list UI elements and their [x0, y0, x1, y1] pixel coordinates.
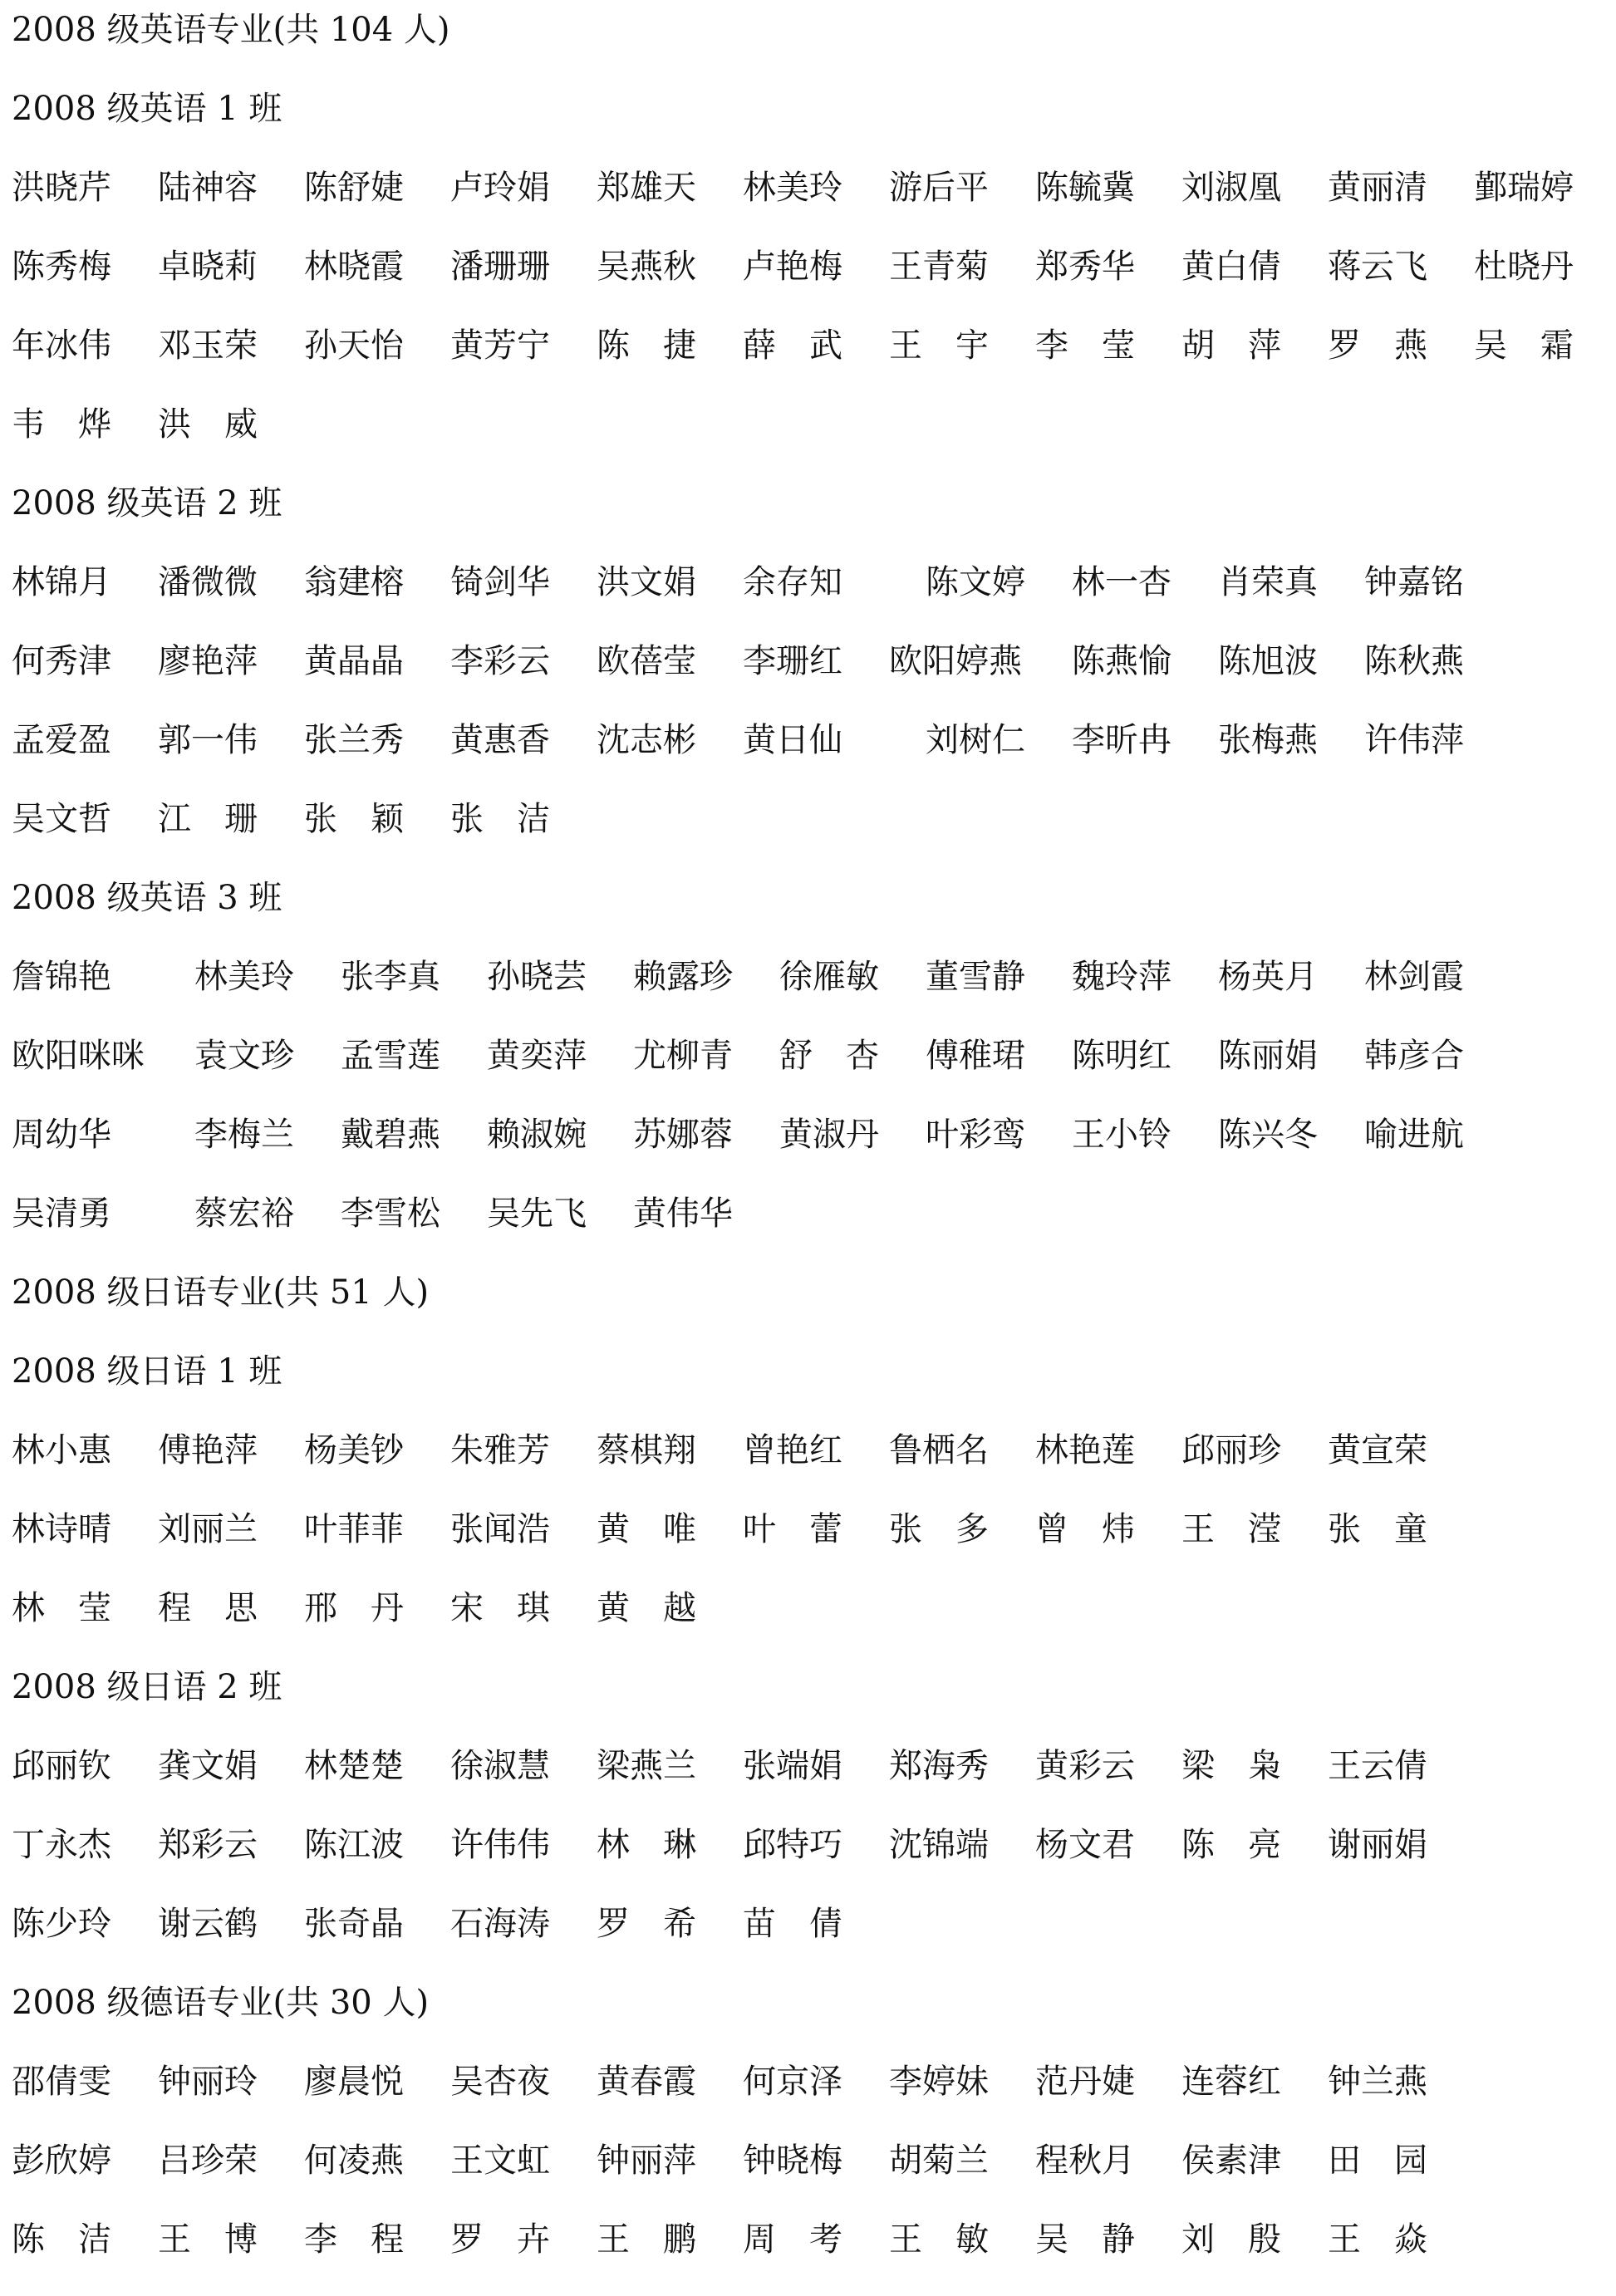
student-name: 李昕冉	[1072, 721, 1171, 759]
student-name: 卢艳梅	[743, 248, 842, 286]
student-name: 林小惠	[12, 1431, 111, 1469]
student-name: 钟晓梅	[743, 2141, 842, 2180]
student-name: 梁 枭	[1181, 1747, 1281, 1785]
student-name: 杨文君	[1035, 1826, 1135, 1864]
student-name: 邱丽珍	[1181, 1431, 1281, 1469]
student-name: 邱特巧	[743, 1826, 842, 1864]
section-heading-english: 2008 级英语专业(共 104 人)	[12, 11, 450, 49]
student-name: 江 珊	[158, 800, 258, 838]
student-name: 李珊红	[743, 642, 842, 680]
student-name: 黄惠香	[450, 721, 550, 759]
student-name: 董雪静	[926, 958, 1025, 996]
student-name: 孙天怡	[304, 326, 404, 365]
student-name: 王青菊	[889, 248, 989, 286]
student-name: 张李真	[341, 958, 440, 996]
student-name: 何秀津	[12, 642, 111, 680]
student-name: 叶 蕾	[743, 1510, 842, 1548]
student-name: 黄丽清	[1328, 169, 1427, 207]
student-name: 邱丽钦	[12, 1747, 111, 1785]
student-name: 韦 烨	[12, 405, 111, 444]
student-name: 罗 卉	[450, 2220, 550, 2259]
class-title-japanese-1: 2008 级日语 1 班	[12, 1352, 282, 1391]
student-name: 罗 希	[597, 1905, 696, 1943]
student-name: 张 颖	[304, 800, 404, 838]
class-title-english-2: 2008 级英语 2 班	[12, 484, 282, 522]
student-name: 黄 唯	[597, 1510, 696, 1548]
student-name: 郑秀华	[1035, 248, 1135, 286]
student-name: 王 滢	[1181, 1510, 1281, 1548]
student-name: 黄白倩	[1181, 248, 1281, 286]
student-name: 潘微微	[158, 563, 258, 601]
student-name: 钟嘉铭	[1364, 563, 1464, 601]
student-name: 许伟伟	[450, 1826, 550, 1864]
student-name: 邢 丹	[304, 1589, 404, 1627]
student-name: 徐雁敏	[779, 958, 879, 996]
student-name: 田 园	[1328, 2141, 1427, 2180]
student-name: 叶彩鸾	[926, 1116, 1025, 1154]
student-name: 陈 亮	[1181, 1826, 1281, 1864]
student-name: 喻进航	[1364, 1116, 1464, 1154]
student-name: 连蓉红	[1181, 2063, 1281, 2101]
student-name: 肖荣真	[1218, 563, 1318, 601]
student-name: 吴杏夜	[450, 2063, 550, 2101]
student-name: 林一杏	[1072, 563, 1171, 601]
student-name: 欧阳咪咪	[12, 1037, 145, 1075]
student-name: 王文虹	[450, 2141, 550, 2180]
student-name: 陈毓冀	[1035, 169, 1135, 207]
student-name: 黄春霞	[597, 2063, 696, 2101]
student-name: 杨美钞	[304, 1431, 404, 1469]
student-name: 吴 霜	[1474, 326, 1574, 365]
student-name: 吕珍荣	[158, 2141, 258, 2180]
student-name: 詹锦艳	[12, 958, 111, 996]
student-name: 谢丽娟	[1328, 1826, 1427, 1864]
student-name: 程 思	[158, 1589, 258, 1627]
student-name: 范丹婕	[1035, 2063, 1135, 2101]
student-name: 陈丽娟	[1218, 1037, 1318, 1075]
student-name: 张 洁	[450, 800, 550, 838]
student-name: 黄日仙	[743, 721, 842, 759]
student-name: 林楚楚	[304, 1747, 404, 1785]
student-name: 吴先飞	[487, 1195, 587, 1233]
student-name: 张端娟	[743, 1747, 842, 1785]
student-name: 张兰秀	[304, 721, 404, 759]
student-name: 宋 琪	[450, 1589, 550, 1627]
student-name: 孟雪莲	[341, 1037, 440, 1075]
student-name: 杨英月	[1218, 958, 1318, 996]
student-name: 李雪松	[341, 1195, 440, 1233]
student-name: 黄彩云	[1035, 1747, 1135, 1785]
student-name: 陈 洁	[12, 2220, 111, 2259]
student-name: 沈志彬	[597, 721, 696, 759]
student-name: 刘 殷	[1181, 2220, 1281, 2259]
class-title-english-1: 2008 级英语 1 班	[12, 90, 282, 128]
student-name: 蔡棋翔	[597, 1431, 696, 1469]
student-name: 陈明红	[1072, 1037, 1171, 1075]
student-name: 林诗晴	[12, 1510, 111, 1548]
student-name: 李 莹	[1035, 326, 1135, 365]
student-name: 余存知	[743, 563, 842, 601]
student-name: 叶菲菲	[304, 1510, 404, 1548]
student-name: 周 考	[743, 2220, 842, 2259]
student-name: 孟爱盈	[12, 721, 111, 759]
student-name: 魏玲萍	[1072, 958, 1171, 996]
student-name: 廖艳萍	[158, 642, 258, 680]
section-heading-japanese: 2008 级日语专业(共 51 人)	[12, 1273, 430, 1312]
student-name: 林 莹	[12, 1589, 111, 1627]
student-name: 钟丽萍	[597, 2141, 696, 2180]
student-name: 蒋云飞	[1328, 248, 1427, 286]
student-name: 吴燕秋	[597, 248, 696, 286]
student-name: 年冰伟	[12, 326, 111, 365]
student-name: 杜晓丹	[1474, 248, 1574, 286]
student-name: 郑雄天	[597, 169, 696, 207]
student-name: 周幼华	[12, 1116, 111, 1154]
student-name: 陈文婷	[926, 563, 1025, 601]
student-name: 苏娜蓉	[633, 1116, 733, 1154]
student-name: 李彩云	[450, 642, 550, 680]
student-name: 卢玲娟	[450, 169, 550, 207]
student-name: 石海涛	[450, 1905, 550, 1943]
student-name: 王 鹏	[597, 2220, 696, 2259]
student-name: 侯素津	[1181, 2141, 1281, 2180]
student-name: 傅艳萍	[158, 1431, 258, 1469]
student-name: 薛 武	[743, 326, 842, 365]
student-name: 王 博	[158, 2220, 258, 2259]
student-name: 黄晶晶	[304, 642, 404, 680]
student-name: 沈锦端	[889, 1826, 989, 1864]
student-name: 郑彩云	[158, 1826, 258, 1864]
student-name: 胡 萍	[1181, 326, 1281, 365]
student-name: 林美玲	[194, 958, 294, 996]
student-name: 徐淑慧	[450, 1747, 550, 1785]
student-name: 刘淑凰	[1181, 169, 1281, 207]
student-name: 张 多	[889, 1510, 989, 1548]
student-name: 王小铃	[1072, 1116, 1171, 1154]
student-name: 黄 越	[597, 1589, 696, 1627]
student-name: 王 焱	[1328, 2220, 1427, 2259]
student-name: 钟丽玲	[158, 2063, 258, 2101]
student-name: 龚文娟	[158, 1747, 258, 1785]
student-name: 曾艳红	[743, 1431, 842, 1469]
student-name: 陈少玲	[12, 1905, 111, 1943]
student-name: 王云倩	[1328, 1747, 1427, 1785]
student-name: 廖晨悦	[304, 2063, 404, 2101]
student-name: 鄞瑞婷	[1474, 169, 1574, 207]
student-name: 王 宇	[889, 326, 989, 365]
student-name: 丁永杰	[12, 1826, 111, 1864]
student-name: 舒 杏	[779, 1037, 879, 1075]
student-name: 傅稚珺	[926, 1037, 1025, 1075]
student-name: 钟兰燕	[1328, 2063, 1427, 2101]
student-name: 孙晓芸	[487, 958, 587, 996]
student-name: 郑海秀	[889, 1747, 989, 1785]
student-name: 蔡宏裕	[194, 1195, 294, 1233]
student-name: 林艳莲	[1035, 1431, 1135, 1469]
student-name: 李 程	[304, 2220, 404, 2259]
student-name: 张 童	[1328, 1510, 1427, 1548]
student-name: 刘树仁	[926, 721, 1025, 759]
student-name: 黄奕萍	[487, 1037, 587, 1075]
student-name: 欧阳婷燕	[889, 642, 1022, 680]
student-name: 尤柳青	[633, 1037, 733, 1075]
student-name: 赖露珍	[633, 958, 733, 996]
student-name: 林 琳	[597, 1826, 696, 1864]
student-name: 彭欣婷	[12, 2141, 111, 2180]
student-name: 陈江波	[304, 1826, 404, 1864]
class-title-japanese-2: 2008 级日语 2 班	[12, 1668, 282, 1706]
student-name: 罗 燕	[1328, 326, 1427, 365]
student-name: 李梅兰	[194, 1116, 294, 1154]
student-name: 邓玉荣	[158, 326, 258, 365]
student-name: 吴清勇	[12, 1195, 111, 1233]
student-name: 陆神容	[158, 169, 258, 207]
student-name: 何凌燕	[304, 2141, 404, 2180]
student-name: 陈旭波	[1218, 642, 1318, 680]
student-name: 林剑霞	[1364, 958, 1464, 996]
student-name: 何京泽	[743, 2063, 842, 2101]
student-name: 谢云鹤	[158, 1905, 258, 1943]
student-name: 林锦月	[12, 563, 111, 601]
student-name: 王 敏	[889, 2220, 989, 2259]
student-name: 陈燕愉	[1072, 642, 1171, 680]
student-name: 洪文娟	[597, 563, 696, 601]
student-name: 张梅燕	[1218, 721, 1318, 759]
student-name: 郭一伟	[158, 721, 258, 759]
student-name: 曾 炜	[1035, 1510, 1135, 1548]
class-title-english-3: 2008 级英语 3 班	[12, 879, 282, 917]
student-name: 锜剑华	[450, 563, 550, 601]
student-name: 黄伟华	[633, 1195, 733, 1233]
student-name: 翁建榕	[304, 563, 404, 601]
student-name: 林晓霞	[304, 248, 404, 286]
student-name: 赖淑婉	[487, 1116, 587, 1154]
student-name: 陈舒婕	[304, 169, 404, 207]
student-name: 卓晓莉	[158, 248, 258, 286]
student-name: 游后平	[889, 169, 989, 207]
student-name: 张奇晶	[304, 1905, 404, 1943]
student-name: 林美玲	[743, 169, 842, 207]
student-name: 欧蓓莹	[597, 642, 696, 680]
student-name: 刘丽兰	[158, 1510, 258, 1548]
student-name: 吴文哲	[12, 800, 111, 838]
student-name: 陈秀梅	[12, 248, 111, 286]
student-name: 陈秋燕	[1364, 642, 1464, 680]
student-name: 苗 倩	[743, 1905, 842, 1943]
student-name: 张闻浩	[450, 1510, 550, 1548]
student-name: 黄淑丹	[779, 1116, 879, 1154]
student-name: 鲁栖名	[889, 1431, 989, 1469]
student-name: 戴碧燕	[341, 1116, 440, 1154]
student-name: 陈 捷	[597, 326, 696, 365]
student-name: 李婷妹	[889, 2063, 989, 2101]
student-name: 黄宣荣	[1328, 1431, 1427, 1469]
student-name: 许伟萍	[1364, 721, 1464, 759]
student-name: 黄芳宁	[450, 326, 550, 365]
student-name: 陈兴冬	[1218, 1116, 1318, 1154]
section-heading-german: 2008 级德语专业(共 30 人)	[12, 1984, 430, 2022]
student-name: 邵倩雯	[12, 2063, 111, 2101]
student-name: 潘珊珊	[450, 248, 550, 286]
student-name: 程秋月	[1035, 2141, 1135, 2180]
student-name: 朱雅芳	[450, 1431, 550, 1469]
student-name: 胡菊兰	[889, 2141, 989, 2180]
student-name: 吴 静	[1035, 2220, 1135, 2259]
student-name: 洪 威	[158, 405, 258, 444]
student-name: 韩彦合	[1364, 1037, 1464, 1075]
student-name: 洪晓芹	[12, 169, 111, 207]
student-name: 袁文珍	[194, 1037, 294, 1075]
student-name: 梁燕兰	[597, 1747, 696, 1785]
